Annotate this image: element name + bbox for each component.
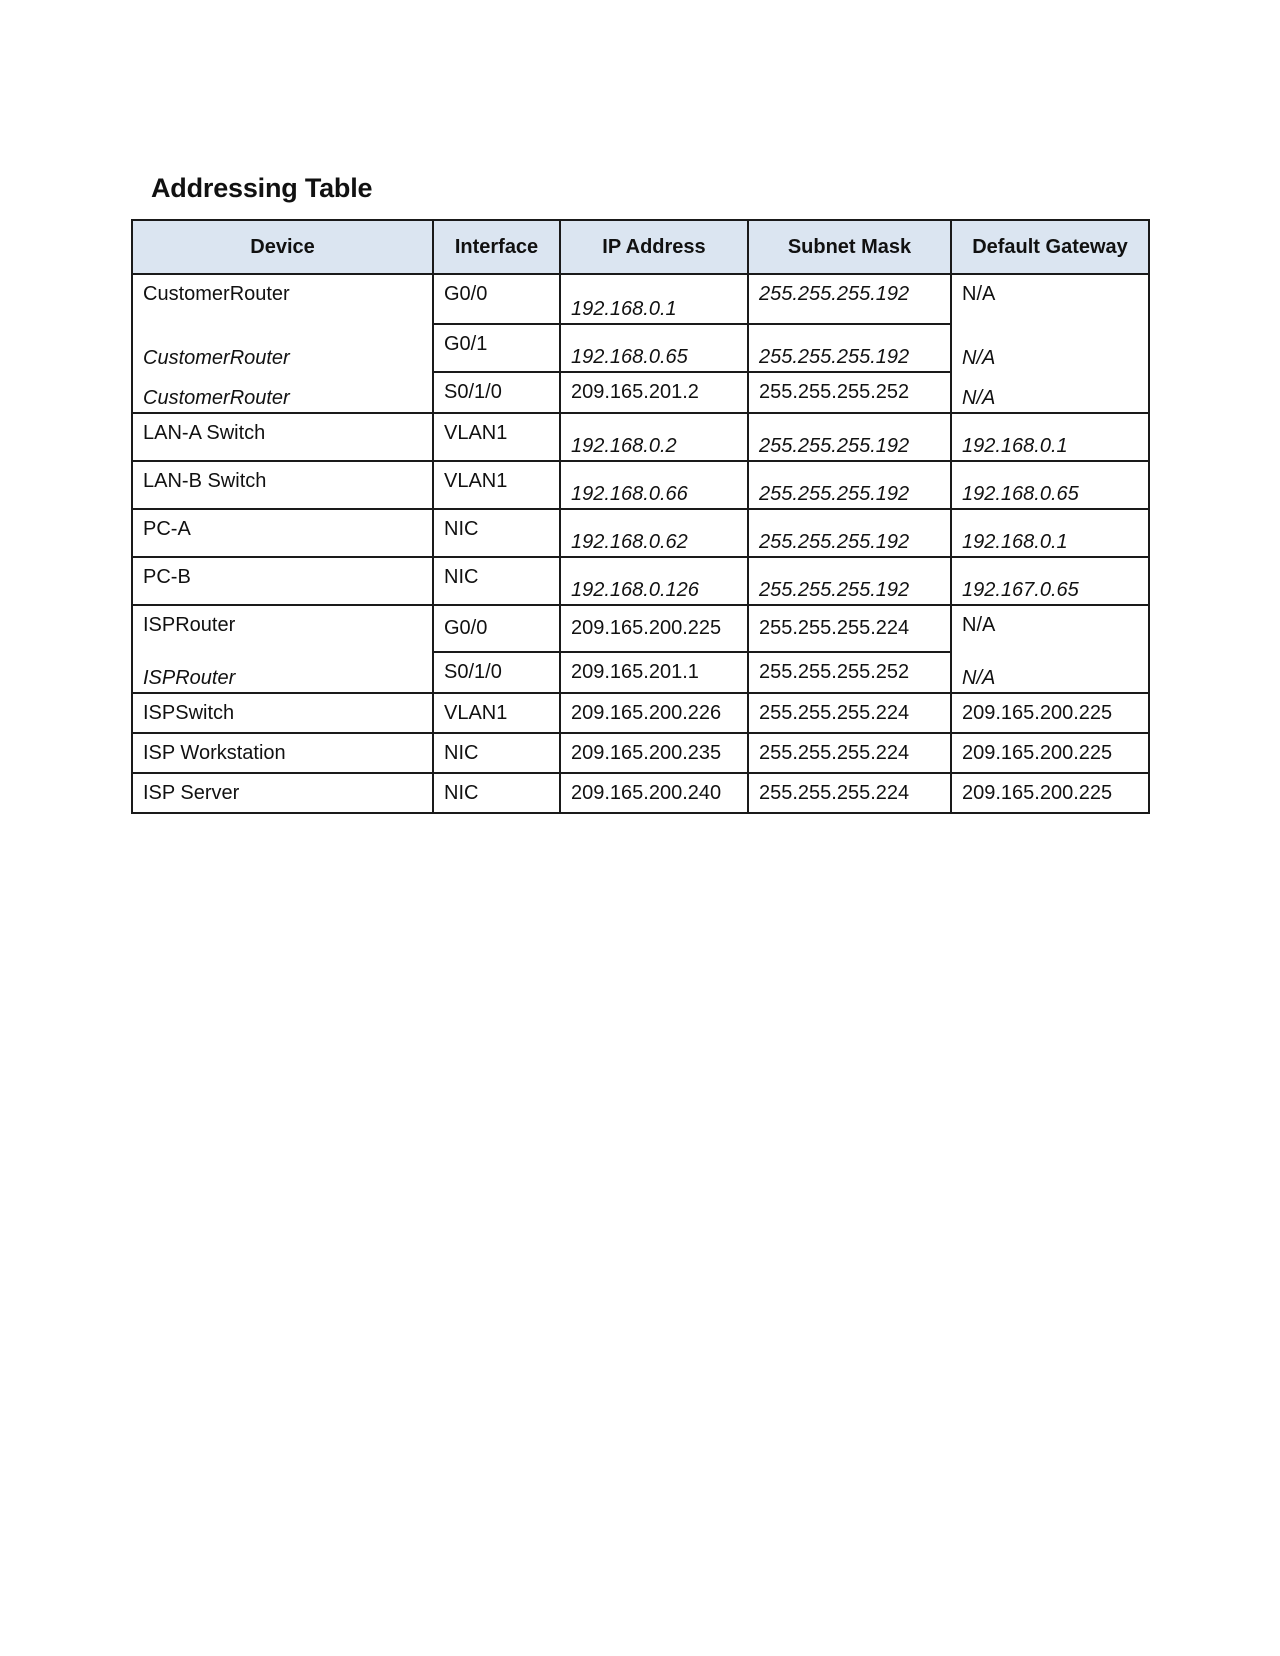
cell-mask: 255.255.255.224 xyxy=(748,773,951,813)
cell-interface: G0/1 xyxy=(433,324,560,372)
cell-gateway: 209.165.200.225 xyxy=(951,733,1149,773)
cell-ip: 192.168.0.1 xyxy=(560,274,748,324)
cell-ip: 192.168.0.62 xyxy=(560,509,748,557)
cell-interface: VLAN1 xyxy=(433,693,560,733)
cell-interface: NIC xyxy=(433,773,560,813)
cell-device: LAN-B Switch xyxy=(132,461,433,509)
cell-ip: 209.165.201.1 xyxy=(560,652,748,693)
table-header-row xyxy=(132,220,1149,274)
cell-ip: 209.165.200.226 xyxy=(560,693,748,733)
cell-device: LAN-A Switch xyxy=(132,413,433,461)
cell-gateway: 209.165.200.225 xyxy=(951,773,1149,813)
cell-mask: 255.255.255.224 xyxy=(748,605,951,652)
cell-device: PC-B xyxy=(132,557,433,605)
cell-gateway: 192.167.0.65 xyxy=(951,557,1149,605)
header-ip-address: IP Address xyxy=(560,220,748,274)
cell-device: ISPRouter xyxy=(132,605,433,652)
cell-ip: 192.168.0.2 xyxy=(560,413,748,461)
cell-device: ISPRouter xyxy=(132,652,433,693)
cell-mask: 255.255.255.192 xyxy=(748,509,951,557)
cell-ip: 209.165.201.2 xyxy=(560,372,748,413)
cell-ip: 192.168.0.65 xyxy=(560,324,748,372)
cell-device: CustomerRouter xyxy=(132,274,433,324)
cell-mask: 255.255.255.192 xyxy=(748,324,951,372)
cell-interface: VLAN1 xyxy=(433,461,560,509)
cell-mask: 255.255.255.192 xyxy=(748,413,951,461)
table-row xyxy=(132,324,1149,372)
cell-gateway: N/A xyxy=(951,652,1149,693)
cell-ip: 209.165.200.225 xyxy=(560,605,748,652)
cell-gateway: 209.165.200.225 xyxy=(951,693,1149,733)
cell-interface: S0/1/0 xyxy=(433,652,560,693)
table-row xyxy=(132,461,1149,509)
table-row xyxy=(132,733,1149,773)
header-default-gateway: Default Gateway xyxy=(951,220,1149,274)
addressing-table xyxy=(131,219,1150,814)
cell-device: ISP Server xyxy=(132,773,433,813)
table-row xyxy=(132,605,1149,652)
cell-mask: 255.255.255.192 xyxy=(748,274,951,324)
cell-mask: 255.255.255.224 xyxy=(748,693,951,733)
cell-ip: 209.165.200.235 xyxy=(560,733,748,773)
table-row xyxy=(132,693,1149,733)
cell-interface: G0/0 xyxy=(433,274,560,324)
page-title: Addressing Table xyxy=(151,173,373,203)
table-row xyxy=(132,557,1149,605)
table-row xyxy=(132,274,1149,324)
table-row xyxy=(132,372,1149,413)
header-subnet-mask: Subnet Mask xyxy=(748,220,951,274)
cell-gateway: N/A xyxy=(951,324,1149,372)
cell-mask: 255.255.255.192 xyxy=(748,461,951,509)
cell-device: CustomerRouter xyxy=(132,324,433,372)
header-device: Device xyxy=(132,220,433,274)
table-row xyxy=(132,773,1149,813)
cell-mask: 255.255.255.252 xyxy=(748,372,951,413)
table-row xyxy=(132,413,1149,461)
cell-gateway: N/A xyxy=(951,274,1149,324)
cell-gateway: 192.168.0.1 xyxy=(951,413,1149,461)
cell-device: CustomerRouter xyxy=(132,372,433,413)
cell-interface: VLAN1 xyxy=(433,413,560,461)
cell-mask: 255.255.255.192 xyxy=(748,557,951,605)
cell-interface: G0/0 xyxy=(433,605,560,652)
table-row xyxy=(132,509,1149,557)
cell-mask: 255.255.255.224 xyxy=(748,733,951,773)
cell-interface: NIC xyxy=(433,509,560,557)
cell-interface: S0/1/0 xyxy=(433,372,560,413)
cell-device: ISP Workstation xyxy=(132,733,433,773)
cell-interface: NIC xyxy=(433,557,560,605)
header-interface: Interface xyxy=(433,220,560,274)
cell-gateway: N/A xyxy=(951,372,1149,413)
cell-ip: 192.168.0.126 xyxy=(560,557,748,605)
cell-mask: 255.255.255.252 xyxy=(748,652,951,693)
cell-interface: NIC xyxy=(433,733,560,773)
cell-gateway: 192.168.0.65 xyxy=(951,461,1149,509)
cell-device: ISPSwitch xyxy=(132,693,433,733)
cell-gateway: N/A xyxy=(951,605,1149,652)
cell-device: PC-A xyxy=(132,509,433,557)
table-row xyxy=(132,652,1149,693)
cell-ip: 209.165.200.240 xyxy=(560,773,748,813)
cell-gateway: 192.168.0.1 xyxy=(951,509,1149,557)
cell-ip: 192.168.0.66 xyxy=(560,461,748,509)
